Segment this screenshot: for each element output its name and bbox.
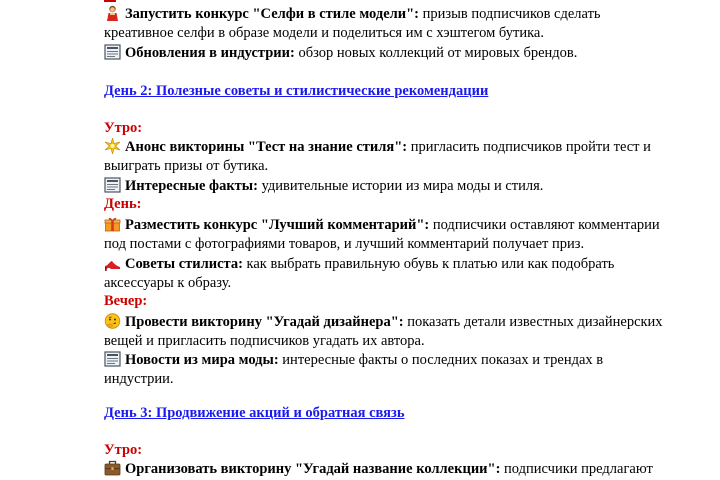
briefcase-icon	[104, 460, 121, 476]
section-morning: Утро:	[104, 442, 143, 458]
thinking-face-icon	[104, 313, 121, 329]
item-text: пригласить подписчиков пройти тест и	[407, 139, 651, 155]
person-red-icon	[104, 5, 121, 21]
item-text: призыв подписчиков сделать	[419, 6, 601, 22]
section-evening: Вечер:	[104, 293, 148, 309]
item-title: Новости из мира моды:	[125, 352, 279, 368]
list-item	[104, 313, 663, 332]
item-title: Советы стилиста:	[125, 256, 243, 272]
item-title: Анонс викторины "Тест на знание стиля":	[125, 139, 408, 155]
newspaper-icon	[104, 44, 121, 60]
item-continuation: выиграть призы от бутика.	[104, 158, 269, 174]
item-continuation: вещей и пригласить подписчиков угадать их автора.	[104, 333, 425, 349]
item-continuation: индустрии.	[104, 371, 174, 387]
day3-heading-link[interactable]: День 3: Продвижение акций и обратная связь	[104, 405, 405, 421]
item-continuation: под постами с фотографиями товаров, и лучший комментарий получает приз.	[104, 236, 585, 252]
newspaper-icon	[104, 351, 121, 367]
item-title: Запустить конкурс "Селфи в стиле модели":	[125, 6, 419, 22]
item-text: как выбрать правильную обувь к платью или как подобрать	[242, 256, 615, 272]
item-text: интересные факты о последних показах и трендах в	[278, 352, 604, 368]
item-text: показать детали известных дизайнерских	[403, 314, 663, 330]
list-item	[104, 255, 614, 274]
list-item	[104, 177, 543, 196]
gift-icon	[104, 216, 121, 232]
item-title: Интересные факты:	[125, 178, 258, 194]
item-continuation: креативное селфи в образе модели и поделиться им с хэштегом бутика.	[104, 25, 544, 41]
item-continuation: аксессуары к образу.	[104, 275, 232, 291]
high-heel-icon	[104, 255, 121, 271]
cutoff-section-label	[104, 0, 116, 2]
item-title: Организовать викторину "Угадай название коллекции":	[125, 461, 501, 477]
item-title: Провести викторину "Угадай дизайнера":	[125, 314, 404, 330]
item-text: подписчики предлагают	[500, 461, 653, 477]
item-title: Обновления в индустрии:	[125, 45, 295, 61]
item-title: Разместить конкурс "Лучший комментарий":	[125, 217, 430, 233]
sparkle-icon	[104, 138, 121, 154]
item-text: удивительные истории из мира моды и стиля.	[257, 178, 544, 194]
list-item	[104, 351, 603, 370]
list-item	[104, 216, 660, 235]
list-item	[104, 5, 601, 24]
item-text: обзор новых коллекций от мировых брендов.	[294, 45, 578, 61]
list-item	[104, 460, 653, 479]
section-morning: Утро:	[104, 120, 143, 136]
item-text: подписчики оставляют комментарии	[429, 217, 660, 233]
list-item	[104, 138, 651, 157]
newspaper-icon	[104, 177, 121, 193]
section-day: День:	[104, 196, 142, 212]
day2-heading-link[interactable]: День 2: Полезные советы и стилистические рекомендации	[104, 83, 489, 99]
list-item	[104, 44, 577, 63]
